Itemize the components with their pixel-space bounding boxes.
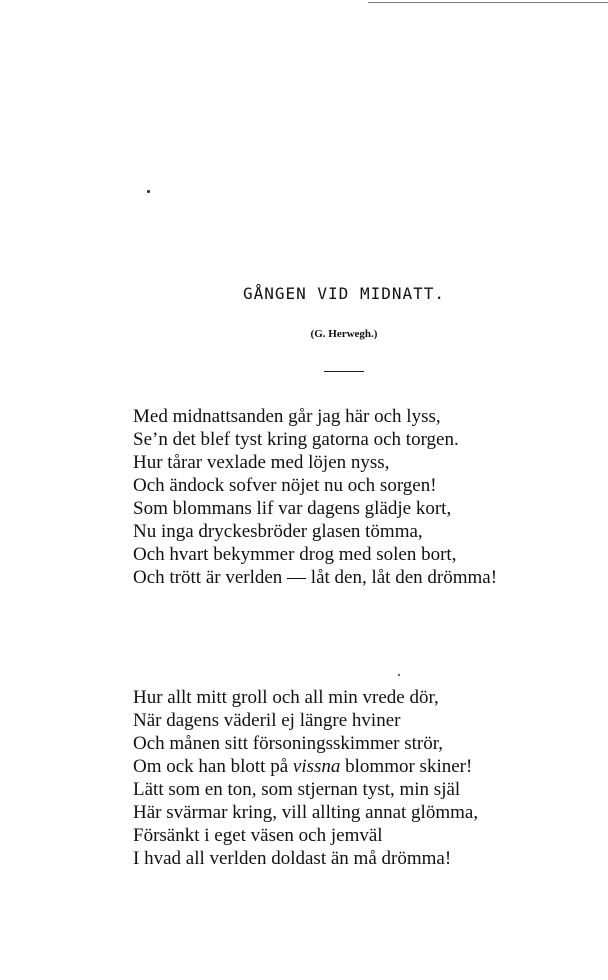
poem-author: (G. Herwegh.) [310,328,378,340]
verse-line-end: blommor skiner! [340,756,473,777]
verse-line [133,755,478,778]
verse-line: Och ändock sofver nöjet nu och sorgen! [133,475,437,496]
verse-line: Och hvart bekymmer drog med solen bort, [133,544,457,565]
verse-line: Som blommans lif var dagens glädje kort, [133,498,452,519]
verse-line: Här svärmar kring, vill allting annat glömma, [133,802,479,823]
verse-line: Och trött är verlden — låt den, låt den drömma! [133,567,498,588]
title-divider [324,371,364,372]
verse-line: När dagens väderil ej längre hviner [133,710,401,731]
verse-line-start: Om ock han blott på [133,756,289,777]
verse-line: I hvad all verlden doldast än må drömma! [133,848,452,869]
verse-line: Och månen sitt försoningsskimmer strör, [133,733,444,754]
ink-speck [398,674,400,676]
verse-line: Hur tårar vexlade med löjen nyss, [133,452,390,473]
top-edge-rule [368,2,608,3]
ink-speck [147,190,150,193]
verse-line: Försänkt i eget väsen och jemväl [133,825,383,846]
verse-line: Nu inga dryckesbröder glasen tömma, [133,521,423,542]
poem-title: GÅNGEN VID MIDNATT. [242,284,446,303]
verse-line: Hur allt mitt groll och all min vrede dör, [133,687,439,708]
verse-line: Se’n det blef tyst kring gatorna och torgen. [133,429,459,450]
verse-line: Med midnattsanden går jag här och lyss, [133,406,441,427]
verse-italic-word: vissna [292,756,341,777]
verse-line: Lätt som en ton, som stjernan tyst, min själ [133,779,461,800]
stanza-1 [133,405,497,589]
stanza-2 [133,686,478,870]
